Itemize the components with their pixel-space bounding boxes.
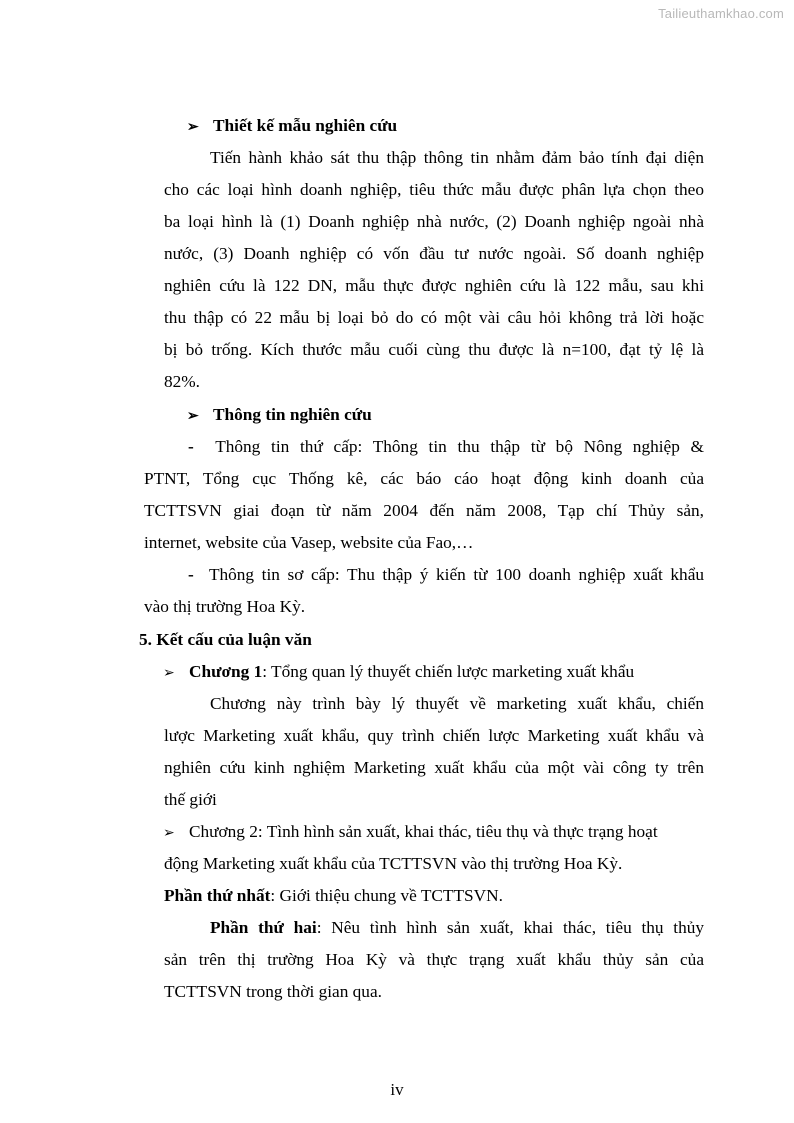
paragraph-line: cho các loại hình doanh nghiệp, tiêu thức mẫu được phân lựa chọn theo <box>164 180 704 199</box>
watermark: Tailieuthamkhao.com <box>658 6 784 21</box>
chapter1-heading: ➢ Chương 1: Tổng quan lý thuyết chiến lược marketing xuất khẩu <box>163 662 634 684</box>
paragraph-line: thu thập có 22 mẫu bị loại bỏ do có một vài câu hỏi không trả lời hoặc <box>164 308 704 327</box>
paragraph-line: nghiên cứu là 122 DN, mẫu thực được nghiên cứu là 122 mẫu, sau khi <box>164 276 704 295</box>
paragraph-line: nước, (3) Doanh nghiệp có vốn đầu tư nước ngoài. Số doanh nghiệp <box>164 244 704 263</box>
part1-line: Phần thứ nhất: Giới thiệu chung về TCTTSVN. <box>164 886 503 905</box>
paragraph-line: Chương này trình bày lý thuyết về marketing xuất khẩu, chiến <box>210 694 704 713</box>
heading-research-info: ➢ Thông tin nghiên cứu <box>187 405 372 427</box>
paragraph-line: nghiên cứu kinh nghiệm Marketing xuất khẩu của một vài công ty trên <box>164 758 704 777</box>
page-number: iv <box>390 1080 404 1099</box>
paragraph-line: Tiến hành khảo sát thu thập thông tin nhằm đảm bảo tính đại diện <box>210 148 704 167</box>
chapter2-heading: ➢ Chương 2: Tình hình sản xuất, khai thác, tiêu thụ và thực trạng hoạt <box>163 822 658 844</box>
paragraph-line: sản trên thị trường Hoa Kỳ và thực trạng xuất khẩu thủy sản của <box>164 950 704 969</box>
part2-line: Phần thứ hai: Nêu tình hình sản xuất, khai thác, tiêu thụ thủy <box>210 918 704 937</box>
paragraph-line: lược Marketing xuất khẩu, quy trình chiến lược Marketing xuất khẩu và <box>164 726 704 745</box>
dash-bullet: - <box>188 437 194 456</box>
secondary-info-line: - Thông tin thứ cấp: Thông tin thu thập từ bộ Nông nghiệp & <box>188 437 704 456</box>
arrow-bullet-icon: ➢ <box>187 120 199 135</box>
primary-info-line: - Thông tin sơ cấp: Thu thập ý kiến từ 100 doanh nghiệp xuất khẩu <box>188 565 705 584</box>
paragraph-line: động Marketing xuất khẩu của TCTTSVN vào thị trường Hoa Kỳ. <box>164 854 623 873</box>
paragraph-line: thế giới <box>164 790 217 809</box>
paragraph-line: TCTTSVN trong thời gian qua. <box>164 982 382 1001</box>
arrow-bullet-icon: ➢ <box>163 826 175 841</box>
paragraph-line: vào thị trường Hoa Kỳ. <box>144 597 306 616</box>
paragraph-line: internet, website của Vasep, website của Fao,… <box>144 533 474 552</box>
paragraph-line: 82%. <box>164 372 200 391</box>
paragraph-line: bị bỏ trống. Kích thước mẫu cuối cùng thu được là n=100, đạt tỷ lệ là <box>164 340 704 359</box>
arrow-bullet-icon: ➢ <box>163 666 175 681</box>
arrow-bullet-icon: ➢ <box>187 409 199 424</box>
paragraph-line: PTNT, Tổng cục Thống kê, các báo cáo hoạt động kinh doanh của <box>144 469 704 488</box>
paragraph-line: ba loại hình là (1) Doanh nghiệp nhà nước, (2) Doanh nghiệp ngoài nhà <box>164 212 704 231</box>
heading-sample-design: ➢ Thiết kế mẫu nghiên cứu <box>187 116 397 138</box>
dash-bullet: - <box>188 565 194 584</box>
paragraph-line: TCTTSVN giai đoạn từ năm 2004 đến năm 2008, Tạp chí Thủy sản, <box>144 501 704 520</box>
section-heading-structure: 5. Kết cấu của luận văn <box>139 630 312 649</box>
